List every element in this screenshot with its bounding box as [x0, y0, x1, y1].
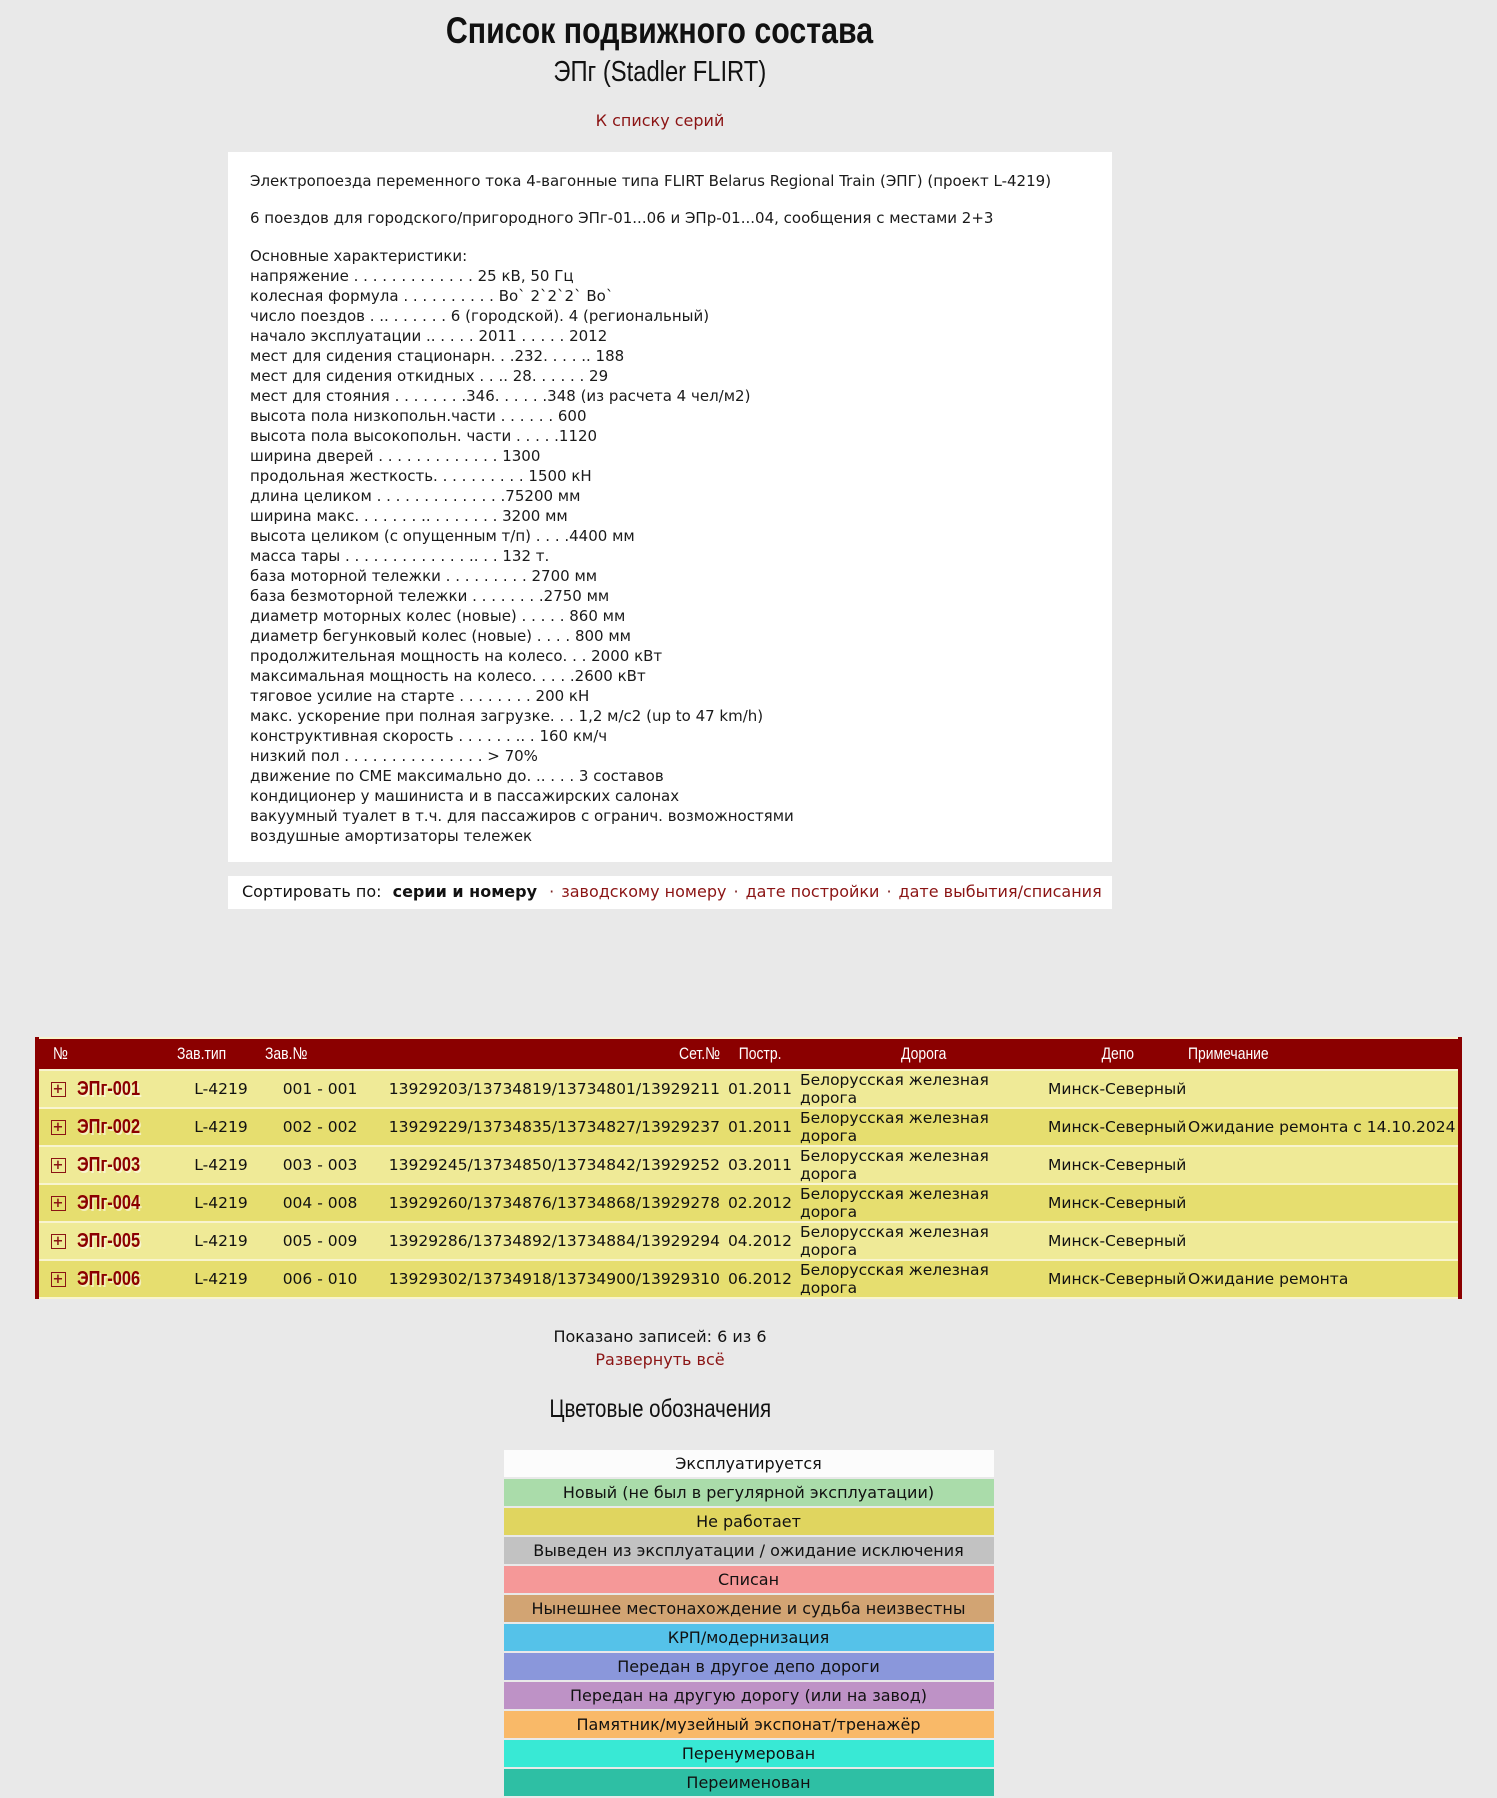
spec-line: вакуумный туалет в т.ч. для пассажиров с огранич. возможностями [250, 807, 794, 825]
spec-line: ширина макс. . . . . . . .. . . . . . . . 3200 мм [250, 507, 568, 525]
spec-line: база безмоторной тележки . . . . . . . .2750 мм [250, 587, 610, 605]
spec-line: высота пола низкопольн.части . . . . . . 600 [250, 407, 587, 425]
table-head [39, 1039, 1458, 1069]
expand-plus-icon[interactable]: + [51, 1234, 66, 1249]
cell-road: Белорусская железная дорога [800, 1223, 1048, 1259]
spec-line: ширина дверей . . . . . . . . . . . . . 1300 [250, 447, 541, 465]
legend-item: Списан [504, 1566, 994, 1593]
column-header-network-number [375, 1039, 720, 1069]
spec-line: напряжение . . . . . . . . . . . . . 25 кВ, 50 Гц [250, 267, 574, 285]
train-number-link[interactable] [77, 1115, 154, 1138]
cell-note [1188, 1147, 1458, 1183]
legend-item: Переименован [504, 1769, 994, 1796]
legend-title [0, 1395, 1320, 1424]
column-header-number-text: № [53, 1044, 68, 1063]
spec-line: максимальная мощность на колесо. . . . .2600 кВт [250, 667, 646, 685]
specs-title: Основные характеристики: [250, 247, 468, 265]
spec-line: мест для сидения стационарн. . .232. . . . .. 188 [250, 347, 625, 365]
cell-factory-number: 004 - 008 [265, 1185, 375, 1221]
cell-built-date: 01.2011 [720, 1071, 800, 1107]
column-header-factory-type [177, 1039, 265, 1069]
cell-factory-type: L-4219 [177, 1261, 265, 1297]
column-header-factory-number [265, 1039, 375, 1069]
expand-plus-icon[interactable]: + [51, 1196, 66, 1211]
page-subtitle [0, 56, 1320, 89]
sort-link[interactable]: дате постройки [745, 882, 880, 901]
cell-network-number: 13929302/13734918/13734900/13929310 [375, 1261, 720, 1297]
cell-factory-number: 006 - 010 [265, 1261, 375, 1297]
expand-plus-icon[interactable]: + [51, 1120, 66, 1135]
legend-item: Передан в другое депо дороги [504, 1653, 994, 1680]
cell-built-date: 03.2011 [720, 1147, 800, 1183]
cell-built-date: 01.2011 [720, 1109, 800, 1145]
table-row [39, 1109, 1458, 1145]
cell-train-number [77, 1147, 177, 1183]
spec-line: высота пола высокопольн. части . . . . .1120 [250, 427, 598, 445]
spec-line: макс. ускорение при полная загрузке. . . 1,2 м/с2 (up to 47 km/h) [250, 707, 764, 725]
expand-plus-icon[interactable]: + [51, 1272, 66, 1287]
cell-network-number: 13929286/13734892/13734884/13929294 [375, 1223, 720, 1259]
page-title-text: Список подвижного состава [446, 10, 874, 51]
sort-link[interactable]: заводскому номеру [561, 882, 727, 901]
spec-line: диаметр бегунковый колес (новые) . . . . 800 мм [250, 627, 631, 645]
cell-train-number [77, 1223, 177, 1259]
column-header-depot-text: Депо [1101, 1044, 1135, 1063]
expand-cell [39, 1261, 77, 1297]
spec-line: продольная жесткость. . . . . . . . . . 1500 кН [250, 467, 592, 485]
spec-line: движение по СМЕ максимально до. .. . . . 3 составов [250, 767, 664, 785]
cell-note [1188, 1223, 1458, 1259]
column-header-built-text: Постр. [738, 1044, 782, 1063]
column-header-note-text: Примечание [1188, 1044, 1269, 1063]
legend-title-text: Цветовые обозначения [549, 1395, 771, 1423]
train-number-text: ЭПг-004 [77, 1191, 141, 1214]
spec-line: продолжительная мощность на колесо. . . 2000 кВт [250, 647, 663, 665]
spec-line: колесная формула . . . . . . . . . . Bo` 2`2`2` Bo` [250, 287, 614, 305]
table-row [39, 1147, 1458, 1183]
cell-factory-type: L-4219 [177, 1223, 265, 1259]
cell-train-number [77, 1185, 177, 1221]
spec-line: конструктивная скорость . . . . . . .. . 160 км/ч [250, 727, 608, 745]
cell-road: Белорусская железная дорога [800, 1109, 1048, 1145]
table-row [39, 1223, 1458, 1259]
cell-factory-type: L-4219 [177, 1185, 265, 1221]
cell-factory-type: L-4219 [177, 1071, 265, 1107]
expand-plus-icon[interactable]: + [51, 1082, 66, 1097]
train-number-text: ЭПг-005 [77, 1229, 141, 1252]
train-number-link[interactable] [77, 1191, 154, 1214]
train-number-link[interactable] [77, 1267, 154, 1290]
cell-note [1188, 1071, 1458, 1107]
expand-cell [39, 1185, 77, 1221]
cell-depot: Минск-Северный [1048, 1261, 1188, 1297]
expand-all-wrap [0, 1350, 1320, 1369]
page-subtitle-text: ЭПг (Stadler FLIRT) [553, 56, 767, 88]
column-header-network-number-text: Сет.№ [678, 1044, 720, 1063]
spec-line: начало эксплуатации .. . . . . 2011 . . . . . 2012 [250, 327, 608, 345]
cell-built-date: 02.2012 [720, 1185, 800, 1221]
spec-line: число поездов . .. . . . . . . 6 (городской). 4 (региональный) [250, 307, 710, 325]
table-row [39, 1071, 1458, 1107]
cell-train-number [77, 1109, 177, 1145]
spec-line: масса тары . . . . . . . . . . . . . .. . . 132 т. [250, 547, 550, 565]
legend-item: Памятник/музейный экспонат/тренажёр [504, 1711, 994, 1738]
table-row [39, 1261, 1458, 1297]
sort-label: Сортировать по: [242, 882, 382, 901]
legend-item: Новый (не был в регулярной эксплуатации) [504, 1479, 994, 1506]
spec-line: мест для стояния . . . . . . . .346. . . . . .348 (из расчета 4 чел/м2) [250, 387, 751, 405]
back-to-series-link[interactable]: К списку серий [595, 111, 725, 130]
specs-list [250, 266, 1092, 846]
sort-bar [228, 876, 1112, 909]
cell-depot: Минск-Северный [1048, 1185, 1188, 1221]
expand-cell [39, 1071, 77, 1107]
sort-separator: · [886, 882, 892, 901]
column-header-number [39, 1039, 177, 1069]
expand-plus-icon[interactable]: + [51, 1158, 66, 1173]
cell-depot: Минск-Северный [1048, 1071, 1188, 1107]
spec-line: низкий пол . . . . . . . . . . . . . . . > 70% [250, 747, 538, 765]
cell-note: Ожидание ремонта с 14.10.2024 [1188, 1109, 1458, 1145]
page-title [0, 10, 1320, 52]
spec-line: высота целиком (с опущенным т/п) . . . .4400 мм [250, 527, 635, 545]
cell-road: Белорусская железная дорога [800, 1147, 1048, 1183]
description-paragraph-2: 6 поездов для городского/пригородного ЭПг-01...06 и ЭПр-01...04, сообщения с местами 2+3 [250, 209, 994, 227]
train-number-text: ЭПг-003 [77, 1153, 141, 1176]
train-number-text: ЭПг-006 [77, 1267, 141, 1290]
spec-line: мест для сидения откидных . . .. 28. . . . . . 29 [250, 367, 609, 385]
sort-link[interactable]: дате выбытия/списания [898, 882, 1102, 901]
cell-factory-number: 005 - 009 [265, 1223, 375, 1259]
spec-line: диаметр моторных колес (новые) . . . . . 860 мм [250, 607, 626, 625]
column-header-built [720, 1039, 800, 1069]
cell-network-number: 13929260/13734876/13734868/13929278 [375, 1185, 720, 1221]
expand-cell [39, 1147, 77, 1183]
description-box [228, 152, 1112, 862]
train-number-text: ЭПг-002 [77, 1115, 141, 1138]
legend-item: Эксплуатируется [504, 1450, 994, 1477]
legend-list [504, 1450, 994, 1796]
expand-all-link[interactable]: Развернуть всё [595, 1350, 725, 1369]
table-row [39, 1185, 1458, 1221]
column-header-factory-type-text: Зав.тип [177, 1044, 227, 1063]
spec-line: база моторной тележки . . . . . . . . . 2700 мм [250, 567, 598, 585]
cell-depot: Минск-Северный [1048, 1223, 1188, 1259]
cell-train-number [77, 1261, 177, 1297]
column-header-road-text: Дорога [901, 1044, 947, 1063]
expand-cell [39, 1223, 77, 1259]
cell-note: Ожидание ремонта [1188, 1261, 1458, 1297]
top-section [0, 10, 1320, 909]
column-header-depot [1048, 1039, 1188, 1069]
legend-item: Передан на другую дорогу (или на завод) [504, 1682, 994, 1709]
train-number-link[interactable] [77, 1077, 154, 1100]
cell-note [1188, 1185, 1458, 1221]
cell-road: Белорусская железная дорога [800, 1261, 1048, 1297]
spec-line: кондиционер у машиниста и в пассажирских салонах [250, 787, 680, 805]
sort-active-option: серии и номеру [392, 882, 538, 901]
sort-separator: · [733, 882, 739, 901]
legend-item: Перенумерован [504, 1740, 994, 1767]
cell-factory-type: L-4219 [177, 1147, 265, 1183]
records-shown: Показано записей: 6 из 6 [553, 1327, 767, 1346]
cell-factory-number: 002 - 002 [265, 1109, 375, 1145]
back-link-wrap [0, 111, 1320, 130]
legend-item: Выведен из эксплуатации / ожидание исключения [504, 1537, 994, 1564]
cell-depot: Минск-Северный [1048, 1147, 1188, 1183]
cell-depot: Минск-Северный [1048, 1109, 1188, 1145]
cell-network-number: 13929229/13734835/13734827/13929237 [375, 1109, 720, 1145]
cell-train-number [77, 1071, 177, 1107]
cell-road: Белорусская железная дорога [800, 1185, 1048, 1221]
cell-factory-number: 001 - 001 [265, 1071, 375, 1107]
description-paragraph-1: Электропоезда переменного тока 4-вагонные типа FLIRT Belarus Regional Train (ЭПГ) (проект L-4219) [250, 172, 1052, 190]
cell-factory-number: 003 - 003 [265, 1147, 375, 1183]
rolling-stock-table [35, 1037, 1462, 1299]
spec-line: длина целиком . . . . . . . . . . . . . .75200 мм [250, 487, 581, 505]
column-header-factory-number-text: Зав.№ [265, 1044, 308, 1063]
sort-separator: · [549, 882, 555, 901]
train-number-link[interactable] [77, 1229, 154, 1252]
spec-line: тяговое усилие на старте . . . . . . . . 200 кН [250, 687, 590, 705]
cell-road: Белорусская железная дорога [800, 1071, 1048, 1107]
train-number-text: ЭПг-001 [77, 1077, 141, 1100]
train-number-link[interactable] [77, 1153, 154, 1176]
column-header-note [1188, 1039, 1458, 1069]
sort-options [542, 882, 1102, 901]
cell-built-date: 04.2012 [720, 1223, 800, 1259]
cell-built-date: 06.2012 [720, 1261, 800, 1297]
legend-item: Не работает [504, 1508, 994, 1535]
column-header-road [800, 1039, 1048, 1069]
rolling-stock-tbody [39, 1071, 1458, 1297]
cell-network-number: 13929245/13734850/13734842/13929252 [375, 1147, 720, 1183]
spec-line: воздушные амортизаторы тележек [250, 827, 533, 845]
cell-network-number: 13929203/13734819/13734801/13929211 [375, 1071, 720, 1107]
expand-cell [39, 1109, 77, 1145]
table-header-row [39, 1039, 1458, 1069]
cell-factory-type: L-4219 [177, 1109, 265, 1145]
legend-item: Нынешнее местонахождение и судьба неизвестны [504, 1595, 994, 1622]
footer-section [0, 1327, 1320, 1424]
legend-item: КРП/модернизация [504, 1624, 994, 1651]
